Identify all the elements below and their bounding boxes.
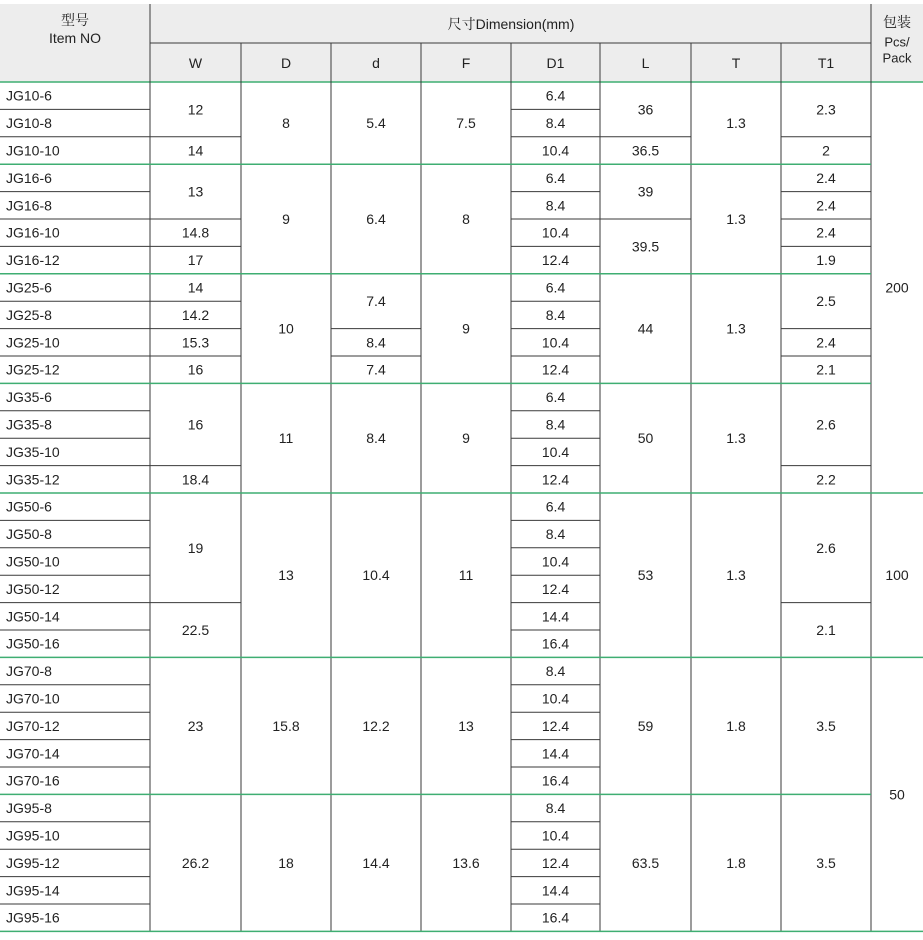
item-no-cell: JG35-10 bbox=[6, 443, 60, 460]
cell-D: 13 bbox=[278, 567, 294, 584]
cell-D1: 16.4 bbox=[541, 635, 570, 652]
cell-D1: 8.4 bbox=[545, 526, 566, 543]
cell-T1: 2.4 bbox=[816, 197, 836, 214]
item-no-cell: JG50-6 bbox=[6, 498, 52, 515]
cell-T: 1.3 bbox=[726, 320, 746, 337]
item-no-cell: JG16-8 bbox=[6, 197, 52, 214]
cell-D: 11 bbox=[278, 430, 294, 447]
cell-d: 7.4 bbox=[366, 293, 386, 310]
cell-D1: 8.4 bbox=[545, 416, 566, 433]
item-no-cell: JG50-10 bbox=[6, 553, 60, 570]
column-header-d: d bbox=[372, 55, 380, 71]
cell-L: 53 bbox=[637, 567, 654, 584]
cell-W: 12 bbox=[187, 101, 204, 118]
cell-L: 36 bbox=[637, 101, 654, 118]
cell-D1: 10.4 bbox=[541, 334, 570, 351]
cell-D1: 12.4 bbox=[541, 580, 570, 597]
cell-T1: 2.2 bbox=[816, 471, 836, 488]
pack-header-en-2: Pack bbox=[882, 50, 912, 66]
cell-T1: 2.6 bbox=[816, 539, 836, 556]
item-no-cell: JG25-10 bbox=[6, 334, 60, 351]
column-header-D1: D1 bbox=[546, 55, 565, 71]
item-no-cell: JG95-10 bbox=[6, 827, 60, 844]
item-header-cn: 型号 bbox=[61, 12, 89, 28]
cell-D1: 8.4 bbox=[545, 306, 566, 323]
item-no-cell: JG50-8 bbox=[6, 526, 52, 543]
column-header-D: D bbox=[280, 55, 292, 71]
cell-W: 19 bbox=[187, 539, 204, 556]
cell-D1: 6.4 bbox=[545, 498, 566, 515]
cell-D: 15.8 bbox=[272, 717, 300, 734]
cell-D1: 8.4 bbox=[545, 663, 566, 680]
cell-T1: 2.4 bbox=[816, 334, 836, 351]
column-header-L: L bbox=[641, 55, 650, 71]
cell-T1: 2.1 bbox=[816, 622, 836, 638]
cell-D1: 12.4 bbox=[541, 361, 570, 378]
cell-W: 15.3 bbox=[181, 334, 210, 351]
cell-D1: 6.4 bbox=[545, 87, 566, 104]
item-no-cell: JG10-8 bbox=[6, 115, 52, 132]
cell-W: 17 bbox=[187, 252, 204, 269]
cell-L: 63.5 bbox=[631, 854, 660, 871]
cell-W: 14 bbox=[187, 142, 204, 159]
item-no-cell: JG10-6 bbox=[6, 87, 52, 104]
item-no-cell: JG35-6 bbox=[6, 389, 52, 406]
cell-T1: 3.5 bbox=[816, 854, 836, 871]
cell-W: 14.8 bbox=[181, 224, 210, 241]
cell-T1: 2.4 bbox=[816, 169, 836, 186]
cell-T1: 2.6 bbox=[816, 416, 836, 433]
item-no-cell: JG16-6 bbox=[6, 169, 52, 186]
cell-T1: 2.5 bbox=[816, 293, 836, 310]
cell-W: 16 bbox=[187, 416, 204, 433]
item-no-cell: JG70-12 bbox=[6, 717, 60, 734]
cell-T: 1.3 bbox=[726, 430, 746, 447]
cell-D1: 8.4 bbox=[545, 800, 566, 817]
cell-L: 44 bbox=[637, 320, 654, 337]
cell-D: 18 bbox=[278, 854, 294, 871]
item-no-cell: JG25-6 bbox=[6, 279, 52, 296]
cell-T: 1.8 bbox=[726, 717, 746, 734]
cell-L: 39.5 bbox=[631, 238, 660, 255]
cell-F: 9 bbox=[462, 320, 470, 337]
cell-W: 22.5 bbox=[181, 622, 210, 638]
cell-T1: 2.4 bbox=[816, 224, 836, 241]
cell-d: 7.4 bbox=[366, 361, 386, 378]
item-no-cell: JG70-16 bbox=[6, 772, 60, 789]
item-no-cell: JG10-10 bbox=[6, 142, 60, 159]
cell-W: 13 bbox=[187, 183, 204, 200]
cell-F: 8 bbox=[462, 211, 470, 227]
cell-D1: 6.4 bbox=[545, 279, 566, 296]
cell-F: 9 bbox=[462, 430, 470, 447]
cell-D1: 10.4 bbox=[541, 690, 570, 707]
item-no-cell: JG50-16 bbox=[6, 635, 60, 652]
cell-D1: 6.4 bbox=[545, 169, 566, 186]
column-header-T1: T1 bbox=[817, 55, 835, 71]
cell-d: 14.4 bbox=[362, 854, 390, 871]
cell-L: 59 bbox=[637, 717, 654, 734]
cell-D: 9 bbox=[282, 211, 290, 227]
column-header-T: T bbox=[731, 55, 741, 71]
item-no-cell: JG35-12 bbox=[6, 471, 60, 488]
cell-D1: 14.4 bbox=[541, 882, 570, 899]
cell-D1: 8.4 bbox=[545, 115, 566, 132]
cell-D1: 10.4 bbox=[541, 443, 570, 460]
cell-W: 18.4 bbox=[181, 471, 210, 488]
cell-W: 23 bbox=[187, 717, 204, 734]
cell-D1: 8.4 bbox=[545, 197, 566, 214]
item-header-en: Item NO bbox=[48, 30, 102, 46]
cell-D1: 12.4 bbox=[541, 854, 570, 871]
cell-F: 11 bbox=[458, 567, 474, 584]
item-no-cell: JG70-14 bbox=[6, 745, 60, 762]
cell-T: 1.3 bbox=[726, 115, 746, 132]
cell-D1: 16.4 bbox=[541, 772, 570, 789]
cell-T: 1.3 bbox=[726, 567, 746, 584]
cell-W: 26.2 bbox=[181, 854, 210, 871]
item-no-cell: JG50-14 bbox=[6, 608, 60, 625]
cell-T1: 3.5 bbox=[816, 717, 836, 734]
item-no-cell: JG95-14 bbox=[6, 882, 60, 899]
cell-F: 13.6 bbox=[452, 854, 480, 871]
cell-Pack: 200 bbox=[885, 279, 909, 296]
item-no-cell: JG70-8 bbox=[6, 663, 52, 680]
cell-D: 8 bbox=[282, 115, 290, 132]
cell-D1: 14.4 bbox=[541, 608, 570, 625]
column-header-F: F bbox=[461, 55, 471, 71]
cell-L: 36.5 bbox=[631, 142, 660, 159]
cell-d: 6.4 bbox=[366, 211, 386, 227]
cell-d: 8.4 bbox=[366, 430, 386, 447]
cell-T1: 1.9 bbox=[816, 252, 836, 269]
cell-Pack: 100 bbox=[885, 567, 909, 584]
item-no-cell: JG95-12 bbox=[6, 854, 60, 871]
cell-T1: 2.3 bbox=[816, 101, 836, 118]
item-no-cell: JG35-8 bbox=[6, 416, 52, 433]
item-no-cell: JG95-16 bbox=[6, 909, 60, 926]
cell-D1: 12.4 bbox=[541, 717, 570, 734]
pack-header-cn: 包装 bbox=[883, 14, 911, 30]
cell-D1: 12.4 bbox=[541, 471, 570, 488]
cell-D1: 12.4 bbox=[541, 252, 570, 269]
cell-W: 16 bbox=[187, 361, 204, 378]
cell-D1: 6.4 bbox=[545, 389, 566, 406]
item-no-cell: JG25-8 bbox=[6, 306, 52, 323]
cell-d: 12.2 bbox=[362, 717, 390, 734]
item-no-cell: JG25-12 bbox=[6, 361, 60, 378]
item-no-cell: JG95-8 bbox=[6, 800, 52, 817]
cell-d: 10.4 bbox=[362, 567, 390, 584]
cell-D1: 16.4 bbox=[541, 909, 570, 926]
cell-D1: 10.4 bbox=[541, 224, 570, 241]
cell-T1: 2.1 bbox=[816, 361, 836, 378]
column-header-W: W bbox=[188, 55, 203, 71]
cell-D1: 14.4 bbox=[541, 745, 570, 762]
cell-L: 50 bbox=[637, 430, 654, 447]
item-no-cell: JG16-12 bbox=[6, 252, 60, 269]
cell-T: 1.3 bbox=[726, 211, 746, 227]
item-no-cell: JG16-10 bbox=[6, 224, 60, 241]
cell-D1: 10.4 bbox=[541, 827, 570, 844]
cell-T1: 2 bbox=[822, 142, 830, 159]
cell-F: 7.5 bbox=[456, 115, 476, 132]
cell-L: 39 bbox=[637, 183, 654, 200]
cell-d: 5.4 bbox=[366, 115, 386, 132]
cell-D1: 10.4 bbox=[541, 142, 570, 159]
cell-W: 14.2 bbox=[181, 306, 210, 323]
dimension-header: 尺寸Dimension(mm) bbox=[447, 16, 575, 32]
cell-T: 1.8 bbox=[726, 854, 746, 871]
cell-Pack: 50 bbox=[889, 786, 905, 803]
pack-header-en-1: Pcs/ bbox=[884, 34, 910, 50]
cell-F: 13 bbox=[458, 717, 474, 734]
item-no-cell: JG50-12 bbox=[6, 580, 60, 597]
cell-D1: 10.4 bbox=[541, 553, 570, 570]
item-no-cell: JG70-10 bbox=[6, 690, 60, 707]
cell-d: 8.4 bbox=[366, 334, 386, 351]
cell-W: 14 bbox=[187, 279, 204, 296]
cell-D: 10 bbox=[278, 320, 294, 337]
